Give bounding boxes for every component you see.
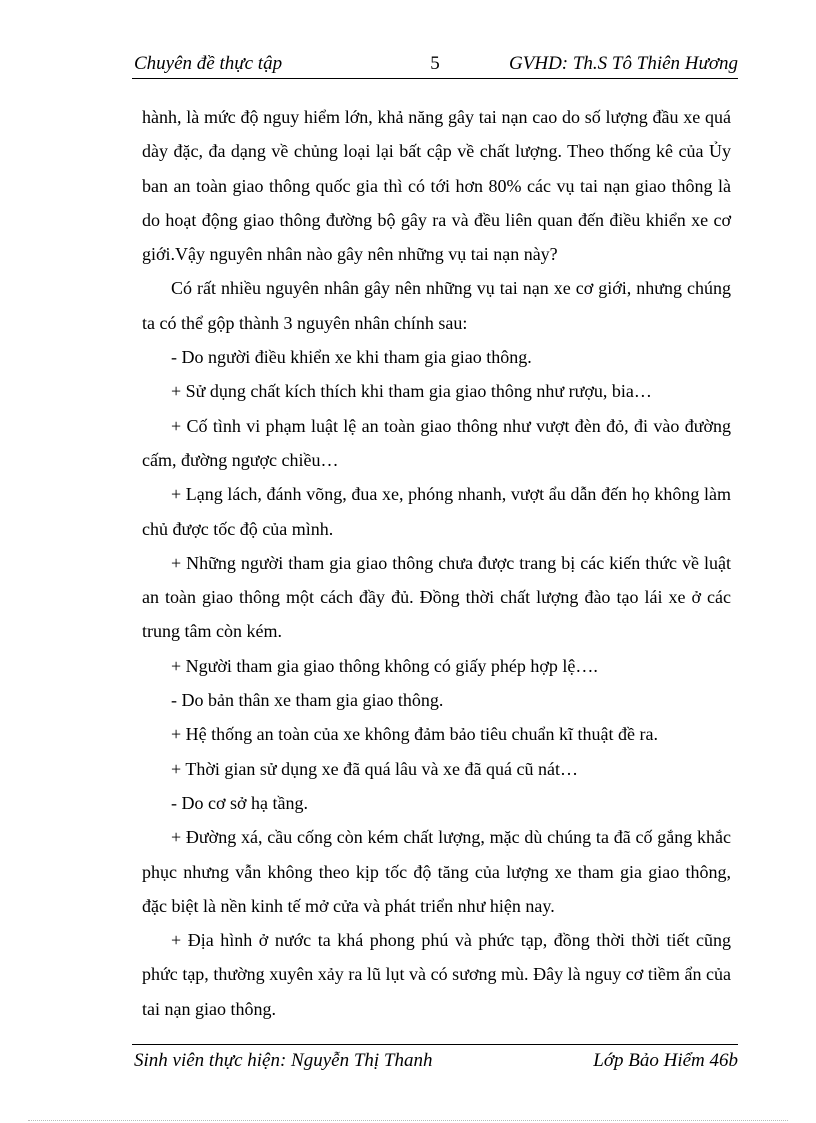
list-item: + Lạng lách, đánh võng, đua xe, phóng nhanh, vượt ẩu dẫn đến họ không làm chủ được tốc độ của mình. [142, 484, 731, 539]
page-break-divider [28, 1120, 788, 1121]
page-header [132, 52, 738, 79]
list-item: + Hệ thống an toàn của xe không đảm bảo tiêu chuẩn kĩ thuật đề ra. [171, 724, 659, 745]
paragraph: hành, là mức độ nguy hiểm lớn, khả năng gây tai nạn cao do số lượng đầu xe quá dày đặc, đa dạng về chủng loại lại bất cập về chất lượng. Theo thống kê của Ủy ban an toàn giao thông quốc gia thì có tới hơn 80% các vụ tai nạn giao thông là do hoạt động giao thông đường bộ gây ra và đều liên quan đến điều khiển xe cơ giới.Vậy nguyên nhân nào gây nên những vụ tai nạn này? [142, 107, 731, 265]
list-item: + Những người tham gia giao thông chưa được trang bị các kiến thức về luật an toàn giao thông một cách đầy đủ. Đồng thời chất lượng đào tạo lái xe ở các trung tâm còn kém. [142, 552, 731, 642]
list-item: + Sử dụng chất kích thích khi tham gia giao thông như rượu, bia… [171, 381, 652, 402]
document-body [142, 100, 731, 1026]
list-item: + Thời gian sử dụng xe đã quá lâu và xe đã quá cũ nát… [171, 758, 578, 779]
page-footer [132, 1044, 738, 1075]
list-item: + Cố tình vi phạm luật lệ an toàn giao thông như vượt đèn đỏ, đi vào đường cấm, đường ngược chiều… [142, 415, 731, 470]
list-item: - Do bản thân xe tham gia giao thông. [171, 690, 444, 711]
list-item: - Do người điều khiển xe khi tham gia giao thông. [171, 347, 532, 368]
list-item: + Đường xá, cầu cống còn kém chất lượng, mặc dù chúng ta đã cố gắng khắc phục nhưng vẫn không theo kịp tốc độ tăng của lượng xe tham gia giao thông, đặc biệt là nền kinh tế mở cửa và phát triển như hiện nay. [142, 827, 731, 916]
list-item: - Do cơ sở hạ tầng. [171, 792, 309, 813]
footer-author: Sinh viên thực hiện: Nguyễn Thị Thanh [134, 1050, 433, 1071]
header-title: Chuyên đề thực tập [134, 53, 283, 74]
page-number: 5 [430, 53, 440, 74]
header-supervisor: GVHD: Th.S Tô Thiên Hương [509, 53, 738, 74]
paragraph: Có rất nhiều nguyên nhân gây nên những vụ tai nạn xe cơ giới, nhưng chúng ta có thể gộp thành 3 nguyên nhân chính sau: [142, 278, 731, 333]
footer-class: Lớp Bảo Hiểm 46b [593, 1050, 738, 1071]
list-item: + Địa hình ở nước ta khá phong phú và phức tạp, đồng thời thời tiết cũng phức tạp, thường xuyên xảy ra lũ lụt và có sương mù. Đây là nguy cơ tiềm ẩn của tai nạn giao thông. [142, 930, 731, 1019]
list-item: + Người tham gia giao thông không có giấy phép hợp lệ…. [171, 655, 598, 676]
